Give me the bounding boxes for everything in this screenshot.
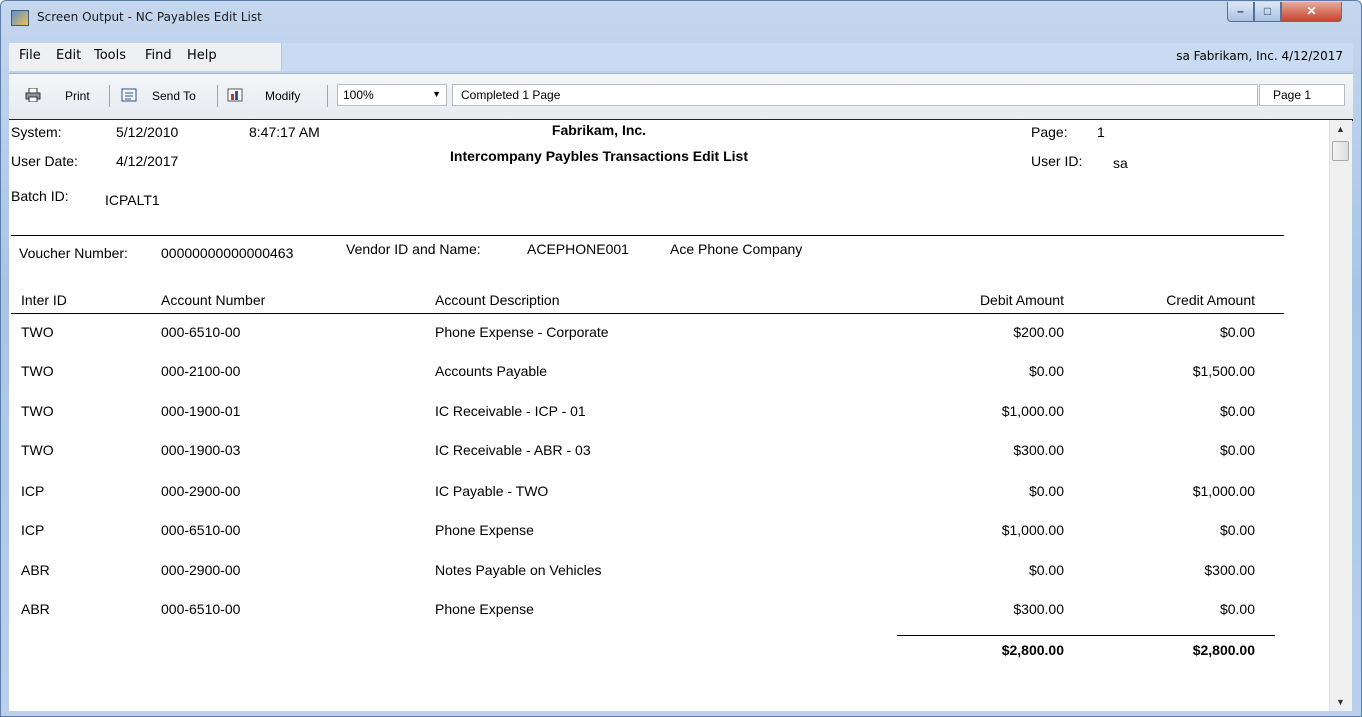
modify-icon[interactable]	[227, 88, 243, 102]
column-header-debit-amount: Debit Amount	[979, 292, 1064, 308]
menu-left	[9, 43, 282, 71]
account-description-cell: Notes Payable on Vehicles	[435, 562, 602, 578]
account-description-cell: Accounts Payable	[435, 363, 548, 379]
account-description-cell: IC Receivable - ABR - 03	[435, 442, 591, 458]
minimize-icon: –	[1237, 4, 1244, 18]
modify-button[interactable]: Modify	[265, 89, 301, 103]
toolbar-separator	[109, 85, 110, 107]
account-number-cell: 000-1900-03	[161, 442, 241, 458]
debit-amount-cell: $1,000.00	[1001, 403, 1064, 419]
credit-amount-cell: $0.00	[1219, 522, 1255, 538]
account-description-cell: IC Receivable - ICP - 01	[435, 403, 586, 419]
menu-tools[interactable]: Tools	[94, 48, 127, 63]
vendor-name: Ace Phone Company	[670, 241, 803, 257]
credit-total: $2,800.00	[1192, 642, 1255, 658]
batch-id-label: Batch ID:	[11, 188, 69, 204]
debit-total: $2,800.00	[1001, 642, 1064, 658]
credit-amount-cell: $1,000.00	[1192, 483, 1255, 499]
menu-bar	[9, 43, 1353, 71]
voucher-number: 00000000000000463	[161, 245, 294, 261]
title-bar[interactable]	[1, 1, 1361, 35]
printer-icon[interactable]	[25, 88, 41, 102]
system-time: 8:47:17 AM	[249, 124, 320, 140]
debit-amount-cell: $1,000.00	[1001, 522, 1064, 538]
inter-id-cell: ICP	[21, 483, 45, 499]
menu-find[interactable]: Find	[145, 48, 172, 63]
vendor-id: ACEPHONE001	[527, 241, 629, 257]
system-date: 5/12/2010	[116, 124, 179, 140]
menu-edit[interactable]: Edit	[56, 48, 82, 63]
inter-id-cell: TWO	[21, 363, 54, 379]
column-header-divider	[11, 313, 1284, 314]
app-icon	[11, 10, 29, 26]
credit-amount-cell: $0.00	[1219, 324, 1255, 340]
account-description-cell: Phone Expense - Corporate	[435, 324, 609, 340]
close-button[interactable]	[1281, 2, 1342, 22]
scroll-down-icon[interactable]: ▼	[1336, 697, 1345, 707]
account-description-cell: Phone Expense	[435, 601, 534, 617]
inter-id-cell: ABR	[21, 601, 50, 617]
account-number-cell: 000-6510-00	[161, 601, 241, 617]
window-title: Screen Output - NC Payables Edit List	[37, 10, 262, 24]
credit-amount-cell: $0.00	[1219, 601, 1255, 617]
inter-id-cell: TWO	[21, 403, 54, 419]
send-to-button[interactable]: Send To	[152, 89, 196, 103]
zoom-value: 100%	[343, 88, 374, 102]
vertical-scrollbar[interactable]	[1329, 120, 1352, 711]
scroll-up-icon[interactable]: ▲	[1336, 124, 1345, 134]
user-date-label: User Date:	[11, 153, 78, 169]
toolbar-separator	[327, 85, 328, 107]
credit-amount-cell: $0.00	[1219, 442, 1255, 458]
chevron-down-icon[interactable]: ▼	[432, 89, 441, 99]
account-number-cell: 000-2900-00	[161, 483, 241, 499]
account-number-cell: 000-2900-00	[161, 562, 241, 578]
scroll-thumb[interactable]	[1332, 141, 1349, 161]
minimize-button[interactable]	[1227, 2, 1254, 22]
zoom-select[interactable]	[337, 84, 447, 106]
status-text: Completed 1 Page	[461, 88, 561, 102]
debit-amount-cell: $0.00	[1028, 483, 1064, 499]
account-number-cell: 000-6510-00	[161, 522, 241, 538]
debit-amount-cell: $0.00	[1028, 363, 1064, 379]
page-indicator-text: Page 1	[1273, 88, 1312, 102]
inter-id-cell: TWO	[21, 442, 54, 458]
user-id: sa	[1113, 155, 1128, 171]
debit-amount-cell: $300.00	[1013, 601, 1064, 617]
debit-amount-cell: $300.00	[1013, 442, 1064, 458]
vendor-label: Vendor ID and Name:	[346, 241, 481, 257]
toolbar-separator	[217, 85, 218, 107]
column-header-credit-amount: Credit Amount	[1166, 292, 1255, 308]
column-header-account-number: Account Number	[161, 292, 266, 308]
voucher-number-label: Voucher Number:	[19, 245, 128, 261]
account-description-cell: Phone Expense	[435, 522, 534, 538]
debit-amount-cell: $0.00	[1028, 562, 1064, 578]
user-id-label: User ID:	[1031, 153, 1083, 169]
account-number-cell: 000-6510-00	[161, 324, 241, 340]
page-indicator	[1259, 84, 1345, 106]
credit-amount-cell: $1,500.00	[1192, 363, 1255, 379]
credit-amount-cell: $300.00	[1204, 562, 1255, 578]
totals-divider	[897, 635, 1275, 636]
send-to-icon[interactable]	[121, 88, 137, 102]
account-number-cell: 000-2100-00	[161, 363, 241, 379]
inter-id-cell: TWO	[21, 324, 54, 340]
user-company-date: sa Fabrikam, Inc. 4/12/2017	[1176, 49, 1343, 63]
maximize-button[interactable]	[1254, 2, 1281, 22]
page-number: 1	[1097, 124, 1105, 140]
toolbar	[9, 73, 1353, 121]
menu-file[interactable]: File	[19, 48, 41, 63]
print-button[interactable]: Print	[65, 89, 90, 103]
credit-amount-cell: $0.00	[1219, 403, 1255, 419]
report-page[interactable]	[9, 120, 1329, 711]
user-date: 4/12/2017	[116, 153, 179, 169]
company-name: Fabrikam, Inc.	[551, 122, 647, 138]
maximize-icon: □	[1263, 4, 1272, 18]
account-description-cell: IC Payable - TWO	[435, 483, 549, 499]
report-title: Intercompany Paybles Transactions Edit List	[450, 148, 748, 164]
inter-id-cell: ABR	[21, 562, 50, 578]
header-divider	[11, 235, 1284, 236]
account-number-cell: 000-1900-01	[161, 403, 241, 419]
page-label: Page:	[1031, 124, 1068, 140]
batch-id: ICPALT1	[105, 192, 160, 208]
close-icon: ✕	[1306, 4, 1317, 18]
column-header-account-description: Account Description	[435, 292, 560, 308]
system-label: System:	[11, 124, 62, 140]
menu-help[interactable]: Help	[187, 48, 217, 63]
column-header-inter-id: Inter ID	[21, 292, 67, 308]
inter-id-cell: ICP	[21, 522, 45, 538]
status-field	[452, 84, 1258, 106]
debit-amount-cell: $200.00	[1013, 324, 1064, 340]
